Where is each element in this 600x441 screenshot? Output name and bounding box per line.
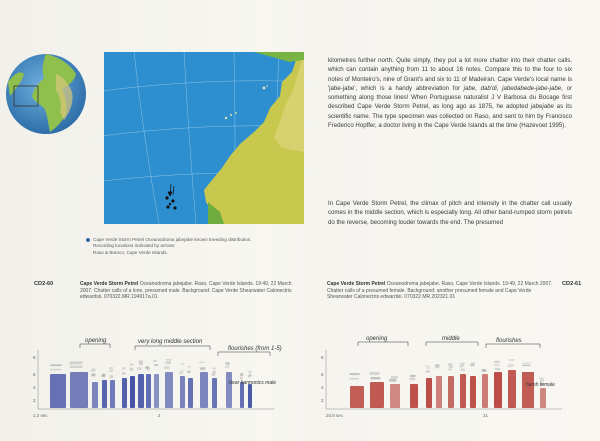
legend-line-3: Raso & Branco, Cape Verde Islands. [93,249,168,255]
noise-speck [155,364,159,366]
y-tick-8: 8 [33,355,36,360]
call-burst [426,378,432,408]
noise-speck [110,375,114,378]
call-burst [522,372,534,408]
noise-speck [482,369,486,371]
noise-speck [165,361,171,364]
noise-speck [426,367,430,368]
noise-speck [349,378,359,380]
call-burst [470,376,476,408]
noise-speck [448,369,452,371]
sonogram-right [318,326,563,422]
noise-speck [179,372,183,374]
noise-speck [91,374,95,376]
noise-speck [153,360,157,362]
noise-speck [212,373,216,376]
call-burst [188,378,193,408]
call-burst [482,374,488,408]
noise-speck [226,363,230,366]
breeding-distribution-map [104,52,304,224]
noise-speck [164,366,170,368]
y-tick-2: 2 [33,398,36,403]
noise-speck [225,366,229,368]
noise-speck [130,368,134,370]
sonogram-left [30,326,282,422]
noise-speck [249,371,252,373]
call-burst [92,382,98,408]
noise-speck [122,373,126,374]
noise-speck [70,366,83,368]
annotation-opening: opening [366,336,388,342]
call-burst [50,374,66,408]
noise-speck [130,369,134,370]
call-burst [154,374,159,408]
noise-speck [349,373,359,375]
noise-speck [449,365,453,368]
call-burst [460,374,466,408]
noise-speck [130,364,134,366]
noise-speck [109,370,113,372]
y-tick-6: 6 [321,372,324,377]
call-burst [226,372,232,408]
call-burst [146,374,151,408]
call-burst [122,378,127,408]
noise-speck [522,363,530,364]
species-name-left: Cape Verde Storm Petrel [80,281,139,287]
call-burst [180,376,185,408]
noise-speck [448,363,452,365]
noise-speck [139,363,143,365]
call-burst [370,382,384,408]
noise-speck [471,364,475,366]
noise-speck [181,364,185,365]
call-burst [70,372,88,408]
noise-speck [91,369,95,372]
noise-speck [188,366,192,367]
recording-caption-right [327,281,553,301]
breeding-dot-icon [86,238,90,242]
annotation-flourishes: flourishes (from 1-5) [228,346,282,352]
noise-speck [539,378,543,380]
y-tick-4: 4 [33,385,36,390]
noise-speck [435,367,439,368]
x-start-label: 20.8 sec [326,413,344,418]
body-paragraph-2: In Cape Verde Storm Petrel, the climax of pitch and intensity in the chatter call usually comes in the middle section, which is especially long. All other band-rumped storm petrels do the reverse, becoming louder towards the end. The presumed [328,200,572,226]
annotation-harmonics: clear harmonics male [228,380,276,386]
track-id-left: CD2-60 [34,281,54,287]
call-burst [540,388,546,408]
noise-speck [494,361,500,363]
globe-inset [4,52,88,136]
noise-speck [212,368,216,370]
annotation-middle: middle [442,336,460,342]
x-mid-label: 2 [158,413,161,418]
noise-speck [69,362,82,364]
annotation-flourishes: flourishes [496,338,522,344]
noise-speck [509,359,515,361]
noise-speck [461,369,465,371]
call-burst [212,378,217,408]
call-burst [350,386,364,408]
x-start-label: 1.2 sec [33,413,48,418]
noise-speck [426,370,430,373]
noise-speck [495,368,501,370]
noise-speck [187,370,191,371]
call-burst [248,384,252,408]
map-legend [86,237,311,256]
legend-line-1: Cape Verde Storm Petrel Oceanodroma jabejabe known breeding distribution. [93,237,252,242]
call-burst [165,372,173,408]
call-burst [130,376,135,408]
annotation-opening: opening [85,338,107,344]
noise-speck [460,363,464,365]
noise-speck [370,372,380,375]
track-id-right: CD2-61 [562,281,582,287]
call-burst [138,374,144,408]
noise-speck [389,379,396,382]
noise-speck [122,367,126,369]
noise-speck [391,376,398,379]
noise-speck [508,364,514,365]
noise-speck [459,365,463,367]
call-burst [102,380,107,408]
annotation-harsh: harsh female [526,382,555,388]
noise-speck [199,362,205,363]
noise-speck [51,364,62,366]
noise-speck [109,367,113,369]
call-burst [494,372,502,408]
call-bursts-right [349,359,546,408]
noise-speck [212,371,216,374]
annotation-middle: very long middle section [138,339,203,345]
y-tick-8: 8 [321,355,324,360]
call-burst [390,384,400,408]
noise-speck [146,367,150,370]
call-burst [508,370,516,408]
legend-line-2: Recording locations indicated by arrows: [93,243,176,249]
x-mid-label: 21 [483,413,489,418]
y-tick-2: 2 [321,398,324,403]
species-name-right: Cape Verde Storm Petrel [327,281,386,287]
y-tick-4: 4 [321,385,324,390]
call-burst [110,380,115,408]
call-burst [200,372,208,408]
noise-speck [522,365,530,366]
noise-speck [494,364,500,366]
noise-speck [50,369,61,370]
call-burst [448,376,454,408]
noise-speck [166,359,172,361]
noise-speck [410,378,416,380]
recording-caption-left [80,281,302,301]
body-paragraph-1: kilometres further north. Quite simply, they put a lot more chatter into their chatter calls, which can contain anything from 11 to about 16 notes. Compare this to the four to six notes of Monteiro's, nine of Grant's and six to 11 of Madeiran. Cape Verde's local name is 'jabe-jabe', which is a handy abbreviation for jabe, dab'di, jabedabede-jabe-jabe, or something along those lines! When Portuguese naturalist J V Barbosa du Bocage first described Cape Verde Storm Petrel, as long ago as 1875, he adopted jabejabe as its scientific name. The type specimen was collected on Raso, and sent to him by Francisco Frederico Hopffer, a doctor living in the Cape Verde Islands at the time (Hazevoet 1995). [328,57,572,130]
noise-speck [435,364,439,366]
call-burst [410,384,418,408]
noise-speck [240,373,243,376]
noise-speck [137,367,141,370]
noise-speck [410,375,416,377]
noise-speck [102,374,106,377]
noise-speck [507,366,513,367]
call-burst [436,376,442,408]
noise-speck [200,368,206,371]
noise-speck [249,374,252,377]
call-bursts-left [50,359,252,408]
noise-speck [181,370,185,371]
recording-details-right: Oceanodroma jabejabe. Raso, Cape Verde Islands. 19:49, 22 March 2007. Chatter calls of a presumed female. Background: another presumed female and Cape Verde Shearwater Calonectris edwardsii. 070322.MR.202321.01 [327,281,553,301]
recording-details-left: Oceanodroma jabejabe. Raso, Cape Verde Islands. 19:49, 22 March 2007. Chatter calls of a lone, presumed male. Background: Cape Verde Shearwater Calonectris edwardsii. 070322.MR.194917a.01 [80,281,292,301]
noise-speck [370,377,380,379]
noise-speck [425,365,429,366]
y-tick-6: 6 [33,372,36,377]
